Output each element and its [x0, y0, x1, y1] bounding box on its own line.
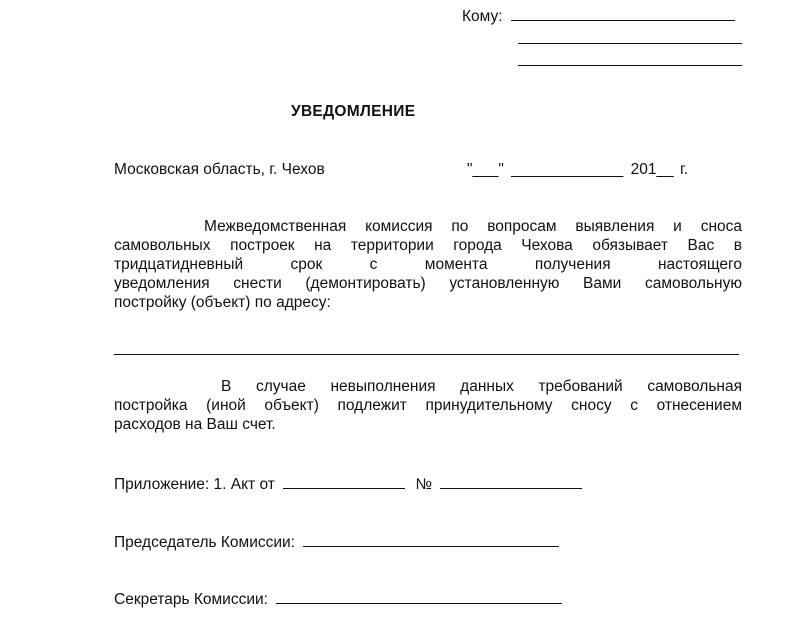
paragraph-line: постройку (объект) по адресу: — [114, 294, 331, 311]
notice-paragraph — [114, 218, 742, 313]
recipient-line-3[interactable] — [518, 51, 742, 66]
date-year-suffix: г. — [680, 161, 689, 178]
date-day[interactable]: "___" — [467, 161, 504, 178]
paragraph-line: В случае невыполнения данных требований самовольная — [221, 378, 742, 395]
secretary-signature-line — [114, 589, 562, 610]
consequence-paragraph — [114, 378, 742, 435]
attachment-label: Приложение: 1. Акт от — [114, 476, 275, 493]
chairman-label: Председатель Комиссии: — [114, 534, 295, 551]
chairman-signature-field[interactable] — [303, 532, 559, 547]
recipient-line-1[interactable] — [511, 6, 735, 21]
paragraph-line: постройка (иной объект) подлежит принудительному сносу с отнесением — [114, 397, 742, 414]
paragraph-line: Межведомственная комиссия по вопросам выявления и сноса — [204, 218, 742, 235]
attachment-line — [114, 474, 582, 495]
act-number-field[interactable] — [440, 474, 582, 489]
act-date-field[interactable] — [283, 474, 405, 489]
recipient-line-2[interactable] — [518, 29, 742, 44]
chairman-signature-line — [114, 532, 559, 553]
to-label: Кому: — [462, 8, 503, 25]
date-line — [467, 161, 688, 180]
number-sign: № — [415, 476, 433, 493]
recipient-block — [462, 6, 735, 27]
address-line[interactable] — [114, 340, 739, 355]
paragraph-line: расходов на Ваш счет. — [114, 416, 276, 433]
paragraph-line: тридцатидневный срок с момента получения настоящего — [114, 256, 742, 273]
document-title: УВЕДОМЛЕНИЕ — [291, 103, 416, 120]
date-year[interactable]: 201__ — [630, 161, 674, 178]
secretary-signature-field[interactable] — [276, 589, 562, 604]
secretary-label: Секретарь Комиссии: — [114, 591, 268, 608]
date-month[interactable]: _____________ — [511, 161, 624, 178]
paragraph-line: самовольных построек на территории города Чехова обязывает Вас в — [114, 237, 742, 254]
place-text: Московская область, г. Чехов — [114, 161, 325, 178]
paragraph-line: уведомления снести (демонтировать) установленную Вами самовольную — [114, 275, 742, 292]
